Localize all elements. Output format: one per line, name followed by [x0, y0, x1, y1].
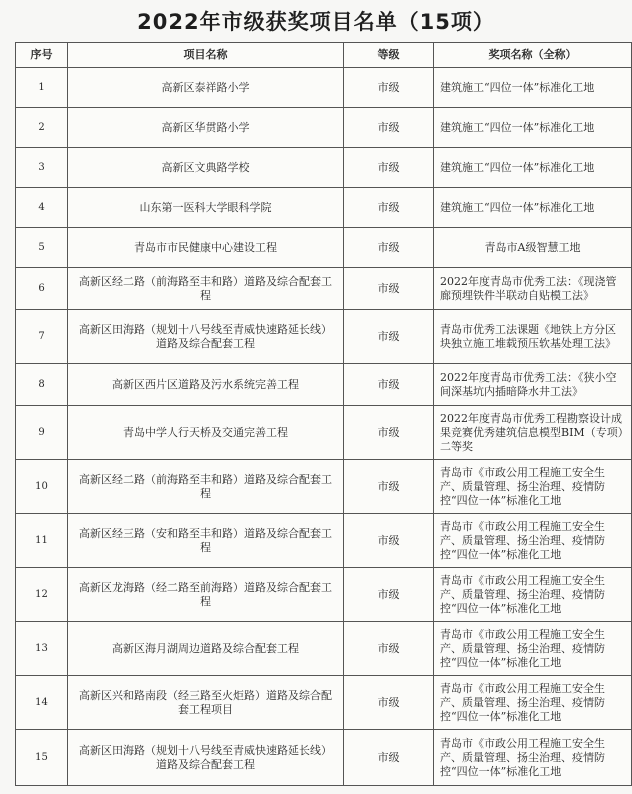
- row-no: 1: [16, 68, 68, 108]
- row-award: 2022年度青岛市优秀工法：《狭小空间深基坑内插暗降水井工法》: [434, 364, 632, 406]
- row-no: 6: [16, 268, 68, 310]
- row-level: 市级: [344, 188, 434, 228]
- row-level: 市级: [344, 148, 434, 188]
- row-project-name: 山东第一医科大学眼科学院: [68, 188, 344, 228]
- row-project-name: 高新区西片区道路及污水系统完善工程: [68, 364, 344, 406]
- row-level: 市级: [344, 310, 434, 364]
- row-award: 青岛市《市政公用工程施工安全生产、质量管理、扬尘治理、疫情防控“四位一体”标准化工地: [434, 622, 632, 676]
- row-level: 市级: [344, 268, 434, 310]
- row-level: 市级: [344, 228, 434, 268]
- row-award: 2022年度青岛市优秀工程勘察设计成果竞赛优秀建筑信息模型BIM（专项）二等奖: [434, 406, 632, 460]
- row-no: 8: [16, 364, 68, 406]
- row-no: 15: [16, 730, 68, 786]
- header-no: 序号: [16, 43, 68, 68]
- header-level: 等级: [344, 43, 434, 68]
- row-level: 市级: [344, 676, 434, 730]
- row-award: 青岛市A级智慧工地: [434, 228, 632, 268]
- row-level: 市级: [344, 406, 434, 460]
- table-row: [16, 188, 632, 228]
- row-award: 建筑施工“四位一体”标准化工地: [434, 68, 632, 108]
- row-award: 青岛市《市政公用工程施工安全生产、质量管理、扬尘治理、疫情防控“四位一体”标准化工地: [434, 514, 632, 568]
- row-award: 2022年度青岛市优秀工法：《现浇管廊预埋铁件半联动自贴模工法》: [434, 268, 632, 310]
- row-project-name: 高新区经二路（前海路至丰和路）道路及综合配套工程: [68, 268, 344, 310]
- row-project-name: 高新区泰祥路小学: [68, 68, 344, 108]
- page-title: 2022年市级获奖项目名单（15项）: [137, 10, 495, 34]
- row-no: 5: [16, 228, 68, 268]
- row-level: 市级: [344, 622, 434, 676]
- row-project-name: 高新区经三路（安和路至丰和路）道路及综合配套工程: [68, 514, 344, 568]
- table-row: [16, 228, 632, 268]
- row-no: 13: [16, 622, 68, 676]
- row-no: 11: [16, 514, 68, 568]
- row-no: 2: [16, 108, 68, 148]
- row-no: 9: [16, 406, 68, 460]
- row-project-name: 高新区兴和路南段（经三路至火炬路）道路及综合配套工程项目: [68, 676, 344, 730]
- row-project-name: 高新区华贯路小学: [68, 108, 344, 148]
- row-project-name: 高新区田海路（规划十八号线至青威快速路延长线）道路及综合配套工程: [68, 310, 344, 364]
- row-no: 4: [16, 188, 68, 228]
- table-row: [16, 148, 632, 188]
- table-row: [16, 676, 632, 730]
- row-no: 7: [16, 310, 68, 364]
- row-project-name: 高新区田海路（规划十八号线至青威快速路延长线）道路及综合配套工程: [68, 730, 344, 786]
- table-row: [16, 68, 632, 108]
- row-level: 市级: [344, 68, 434, 108]
- header-award-name: 奖项名称（全称）: [434, 43, 632, 68]
- row-project-name: 高新区文典路学校: [68, 148, 344, 188]
- row-award: 青岛市《市政公用工程施工安全生产、质量管理、扬尘治理、疫情防控“四位一体”标准化工地: [434, 676, 632, 730]
- row-award: 青岛市《市政公用工程施工安全生产、质量管理、扬尘治理、疫情防控“四位一体”标准化工地: [434, 568, 632, 622]
- row-level: 市级: [344, 108, 434, 148]
- table-header-row: [16, 43, 632, 68]
- row-award: 建筑施工“四位一体”标准化工地: [434, 148, 632, 188]
- table-row: [16, 460, 632, 514]
- row-award: 建筑施工“四位一体”标准化工地: [434, 108, 632, 148]
- table-row: [16, 730, 632, 786]
- table-row: [16, 364, 632, 406]
- table-row: [16, 268, 632, 310]
- table-row: [16, 514, 632, 568]
- row-project-name: 高新区经二路（前海路至丰和路）道路及综合配套工程: [68, 460, 344, 514]
- table-row: [16, 406, 632, 460]
- row-level: 市级: [344, 514, 434, 568]
- header-project-name: 项目名称: [68, 43, 344, 68]
- row-award: 青岛市《市政公用工程施工安全生产、质量管理、扬尘治理、疫情防控“四位一体”标准化工地: [434, 730, 632, 786]
- row-award: 青岛市《市政公用工程施工安全生产、质量管理、扬尘治理、疫情防控“四位一体”标准化工地: [434, 460, 632, 514]
- row-level: 市级: [344, 568, 434, 622]
- table-row: [16, 108, 632, 148]
- table-row: [16, 310, 632, 364]
- row-project-name: 高新区海月湖周边道路及综合配套工程: [68, 622, 344, 676]
- row-project-name: 青岛市市民健康中心建设工程: [68, 228, 344, 268]
- row-project-name: 青岛中学人行天桥及交通完善工程: [68, 406, 344, 460]
- row-no: 3: [16, 148, 68, 188]
- table-row: [16, 568, 632, 622]
- row-level: 市级: [344, 730, 434, 786]
- row-no: 10: [16, 460, 68, 514]
- row-no: 12: [16, 568, 68, 622]
- row-award: 青岛市优秀工法课题《地铁上方分区块独立施工堆载预压软基处理工法》: [434, 310, 632, 364]
- row-no: 14: [16, 676, 68, 730]
- row-level: 市级: [344, 364, 434, 406]
- row-level: 市级: [344, 460, 434, 514]
- row-award: 建筑施工“四位一体”标准化工地: [434, 188, 632, 228]
- award-table: [15, 42, 632, 786]
- row-project-name: 高新区龙海路（经二路至前海路）道路及综合配套工程: [68, 568, 344, 622]
- table-row: [16, 622, 632, 676]
